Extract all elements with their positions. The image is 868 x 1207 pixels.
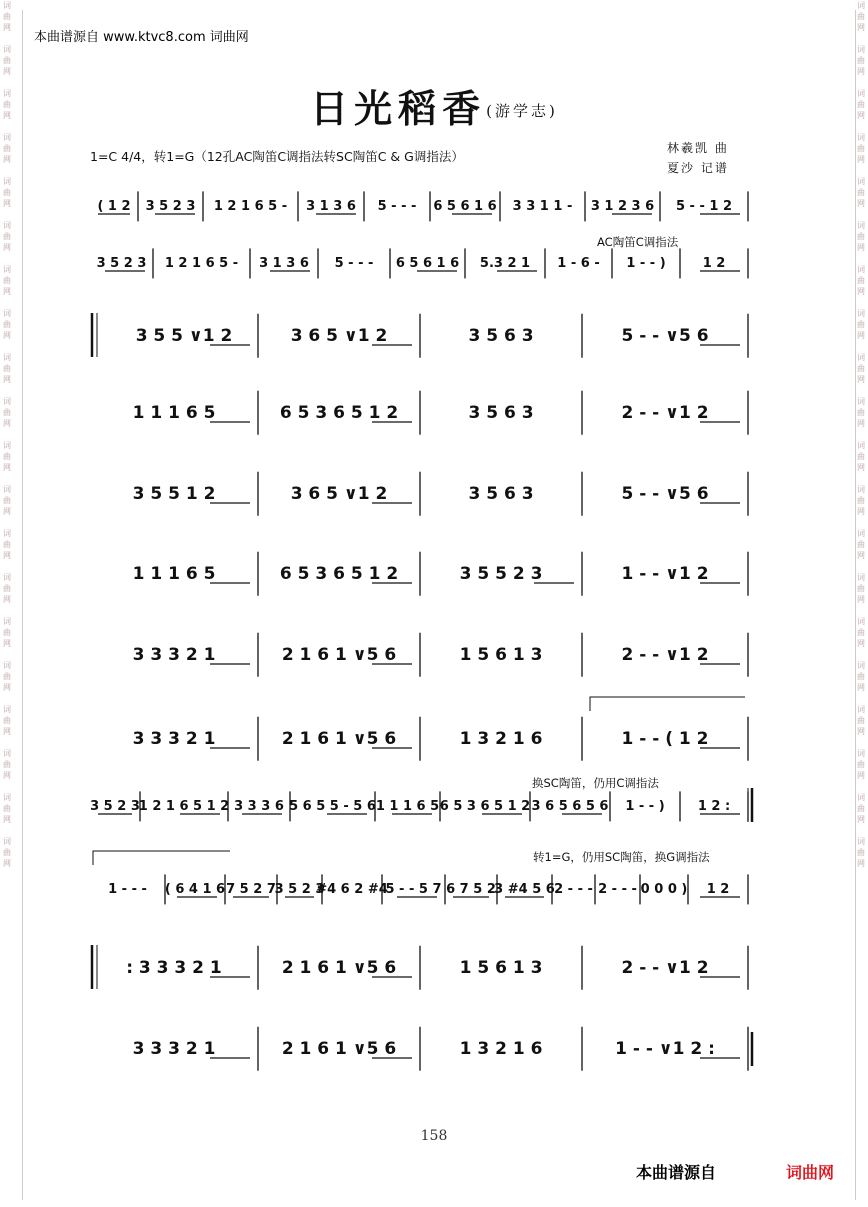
note-ac-c-fingering: AC陶笛C调指法 <box>597 235 679 249</box>
measure: 6 5 6 1 6 <box>433 199 497 214</box>
measure: ( 6 4 1 6 <box>164 882 226 897</box>
measure: 1 2 : <box>697 799 731 814</box>
measure: 6 7 5 2 <box>446 882 496 897</box>
measure: 1 - - ∨1 2 <box>621 564 709 584</box>
measure: 1 - 6 - <box>557 256 600 271</box>
note-sc-switch: 换SC陶笛，仍用C调指法 <box>532 776 659 790</box>
measure: 3 3 3 2 1 <box>132 645 216 665</box>
measure: 5 - - - <box>334 256 374 271</box>
measure: 2 - - ∨1 2 <box>621 645 709 665</box>
source-header: 本曲谱源自 www.ktvc8.com 词曲网 <box>34 30 249 45</box>
measure: 1 1 1 6 5 <box>132 564 216 584</box>
measure: 3 3 1 1 - <box>512 199 573 214</box>
measure: 3 3 3 2 1 <box>132 729 216 749</box>
side-watermark-right: 词曲网 词曲网 词曲网 词曲网 词曲网 词曲网 词曲网 词曲网 词曲网 词曲网 词曲网 词曲网 词曲网 词曲网 词曲网 词曲网 词曲网 词曲网 词曲网 词曲网 <box>857 1 865 868</box>
measure: 6 5 3 6 5 1 2 <box>279 403 399 423</box>
measure: 2 - - ∨1 2 <box>621 958 709 978</box>
measure: 5.3 2 1 <box>479 256 531 271</box>
measure: ( 1 2 <box>97 199 131 214</box>
measure: 5 6 5 5 - 5 6 <box>289 799 376 814</box>
measure: 1 - - ) <box>625 799 665 814</box>
measure: 2 1 6 1 ∨5 6 <box>281 958 397 978</box>
page-number: 158 <box>420 1128 448 1144</box>
measure: 2 1 6 1 ∨5 6 <box>281 1039 397 1059</box>
measure: 1 3 2 1 6 <box>459 729 543 749</box>
measure: 3 5 6 3 <box>468 403 534 423</box>
measure: : 3 3 3 2 1 <box>126 958 222 978</box>
measure: 2 - - ∨1 2 <box>621 403 709 423</box>
measure: 3 3 3 6 <box>234 799 284 814</box>
measure: 5 - - ∨5 6 <box>621 484 709 504</box>
measure: 5 - - 5 7 <box>385 882 442 897</box>
footer-site: 词曲网 <box>786 1163 835 1182</box>
title-main: 日光稻香 <box>310 86 487 131</box>
measure: 1 2 1 6 5 1 2 <box>138 799 230 814</box>
measure: 6 5 3 6 5 1 2 <box>439 799 531 814</box>
measure: 3 5 6 3 <box>468 326 534 346</box>
measure: 5 - - 1 2 <box>675 199 733 214</box>
composer: 林羲凯 曲 <box>667 141 729 155</box>
measure: 3 5 2 3 <box>274 882 325 897</box>
title-sub: (游学志) <box>486 102 558 120</box>
measure: 7 5 2 7 <box>226 882 276 897</box>
measure: 3 #4 5 6 <box>494 882 555 897</box>
measure: 1 - - ∨1 2 : <box>615 1039 715 1059</box>
measure: 3 6 5 ∨1 2 <box>290 326 388 346</box>
measure: 1 - - ( 1 2 <box>621 729 709 749</box>
measure: 1 - - ) <box>626 256 666 271</box>
measure: 2 1 6 1 ∨5 6 <box>281 645 397 665</box>
measure: 3 1 3 6 <box>259 256 309 271</box>
measure: 3 6 5 6 5 6 <box>531 799 609 814</box>
key-signature-line: 1=C 4/4，转1=G（12孔AC陶笛C调指法转SC陶笛C & G调指法） <box>90 149 464 164</box>
measure: 1 1 1 6 5 <box>375 799 440 814</box>
measure: 3 5 2 3 <box>96 256 147 271</box>
measure: 5 - - ∨5 6 <box>621 326 709 346</box>
measure: 1 3 2 1 6 <box>459 1039 543 1059</box>
measure: 3 5 2 3 <box>90 799 140 814</box>
volta-bracket <box>590 697 745 711</box>
measure: 3 1 2 3 6 <box>590 199 655 214</box>
footer-source: 本曲谱源自 <box>636 1163 717 1182</box>
measure: 1 5 6 1 3 <box>459 958 543 978</box>
measure: 2 - - - <box>598 882 637 897</box>
measure: #4 6 2 #4 <box>316 882 388 897</box>
measure: 6 5 6 1 6 <box>395 256 460 271</box>
measure: 3 5 5 1 2 <box>132 484 216 504</box>
note-g-switch: 转1=G，仍用SC陶笛，换G调指法 <box>533 850 710 864</box>
measure: 1 - - - <box>108 882 147 897</box>
measure: 1 1 1 6 5 <box>132 403 216 423</box>
measure: 3 5 5 ∨1 2 <box>135 326 233 346</box>
measure: 3 6 5 ∨1 2 <box>290 484 388 504</box>
measure: 2 - - - <box>554 882 593 897</box>
measure: 3 3 3 2 1 <box>132 1039 216 1059</box>
transcriber: 夏沙 记谱 <box>667 161 729 175</box>
measure: 1 5 6 1 3 <box>459 645 543 665</box>
measure: 1 2 <box>706 882 730 897</box>
measure: 3 5 6 3 <box>468 484 534 504</box>
measure: 2 1 6 1 ∨5 6 <box>281 729 397 749</box>
measure: 1 2 1 6 5 - <box>213 199 288 214</box>
measure: 0 0 0 ) <box>640 882 688 897</box>
volta-bracket <box>93 851 230 865</box>
measure: 3 1 3 6 <box>306 199 356 214</box>
measure: 3 5 5 2 3 <box>459 564 543 584</box>
measure: 1 2 <box>702 256 726 271</box>
measure: 5 - - - <box>377 199 417 214</box>
side-watermark-left: 词曲网 词曲网 词曲网 词曲网 词曲网 词曲网 词曲网 词曲网 词曲网 词曲网 词曲网 词曲网 词曲网 词曲网 词曲网 词曲网 词曲网 词曲网 词曲网 词曲网 <box>3 1 11 868</box>
measure: 3 5 2 3 <box>145 199 196 214</box>
measure: 1 2 1 6 5 - <box>164 256 239 271</box>
measure: 6 5 3 6 5 1 2 <box>279 564 399 584</box>
